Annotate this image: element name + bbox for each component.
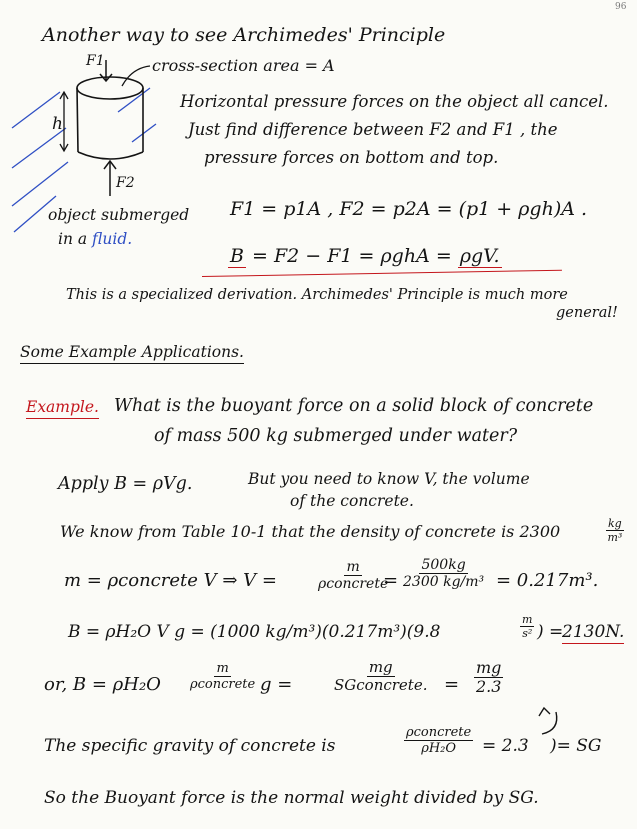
alt-frac-2-den: SGconcrete. xyxy=(334,676,428,694)
alt-eq-equals: = xyxy=(444,674,460,695)
gravity-unit-den: s² xyxy=(522,627,533,640)
buoyant-result: 2130N. xyxy=(562,622,625,642)
density-unit-num: kg xyxy=(608,517,622,530)
conclusion: So the Buoyant force is the normal weight divided by SG. xyxy=(44,788,539,808)
buoyant-middle: = F2 − F1 = ρghA = xyxy=(245,245,458,267)
volume-eq-mid: = xyxy=(383,570,399,591)
alt-frac-3 xyxy=(474,660,503,695)
volume-frac-1 xyxy=(318,560,388,591)
gravity-unit xyxy=(520,614,534,639)
section-title: Some Example Applications. xyxy=(20,345,244,364)
sg-curved-arrow xyxy=(530,700,570,740)
f1-label: F1 xyxy=(86,53,105,69)
buoyant-rhs: ρgV. xyxy=(459,245,500,267)
question-line-2: of mass 500 kg submerged under water? xyxy=(154,426,518,446)
note-line-1: Horizontal pressure forces on the object all cancel. xyxy=(180,92,609,111)
note-line-2: Just find difference between F2 and F1 , the xyxy=(188,120,558,139)
apply-note-2: of the concrete. xyxy=(290,492,414,510)
cross-section-label: cross-section area = A xyxy=(152,56,335,75)
fluid-word: fluid. xyxy=(92,230,133,248)
cross-section-pointer xyxy=(122,66,150,86)
buoyant-calc: B = ρH₂O V g = (1000 kg/m³)(0.217m³)(9.8 xyxy=(68,622,441,642)
volume-eq-result: = 0.217m³. xyxy=(496,570,599,591)
density-unit-den: m³ xyxy=(607,531,623,544)
alt-eq-g: g = xyxy=(260,674,293,695)
alt-frac-1-den: ρconcrete xyxy=(190,677,256,692)
derivation-note-end: general! xyxy=(556,305,618,321)
alt-frac-2-num: mg xyxy=(368,658,393,676)
apply-note-1: But you need to know V, the volume xyxy=(248,470,530,488)
table-note: We know from Table 10-1 that the density of concrete is 2300 xyxy=(60,522,561,541)
derivation-note: This is a specialized derivation. Archimedes' Principle is much more xyxy=(66,287,568,303)
object-label-2-text: in a xyxy=(58,230,93,248)
object-label-2 xyxy=(58,232,132,248)
question-line-1: What is the buoyant force on a solid block of concrete xyxy=(114,396,594,416)
sg-frac-den: ρH₂O xyxy=(421,741,457,756)
volume-frac-1-den: ρconcrete xyxy=(318,576,389,592)
f2-label: F2 xyxy=(116,175,135,191)
sg-label: )= SG xyxy=(550,736,602,756)
alt-frac-3-den: 2.3 xyxy=(475,677,502,696)
volume-frac-1-num: m xyxy=(346,559,360,575)
volume-frac-2 xyxy=(403,558,484,589)
example-label: Example. xyxy=(26,400,99,419)
buoyant-equation xyxy=(228,247,502,266)
force-equations: F1 = p1A , F2 = p2A = (p1 + ρgh)A . xyxy=(230,198,588,220)
alt-frac-1 xyxy=(190,662,255,691)
alt-frac-3-num: mg xyxy=(476,658,502,677)
sg-frac-num: ρconcrete xyxy=(406,725,472,740)
force-f2-arrow xyxy=(104,161,116,196)
alt-frac-1-num: m xyxy=(216,661,229,676)
page-number: 96 xyxy=(615,2,627,12)
volume-eq-left: m = ρconcrete V ⇒ V = xyxy=(64,570,277,591)
volume-frac-2-num: 500kg xyxy=(421,557,466,573)
alt-eq-left: or, B = ρH₂O xyxy=(44,674,161,695)
sg-result: = 2.3 xyxy=(482,736,529,756)
density-unit xyxy=(606,518,624,543)
sg-text: The specific gravity of concrete is xyxy=(44,736,336,756)
apply-formula: Apply B = ρVg. xyxy=(58,474,193,494)
sg-frac xyxy=(404,726,473,755)
page-heading: Another way to see Archimedes' Principle xyxy=(42,24,446,46)
volume-frac-2-den: 2300 kg/m³ xyxy=(403,574,485,590)
buoyant-calc-close: ) = xyxy=(537,622,564,642)
object-label-1: object submerged xyxy=(48,206,190,224)
buoyant-lhs: B xyxy=(230,245,244,267)
gravity-unit-num: m xyxy=(522,613,533,626)
h-label: h xyxy=(52,114,63,134)
alt-frac-2 xyxy=(334,660,427,693)
cylinder-object xyxy=(77,77,143,159)
note-line-3: pressure forces on bottom and top. xyxy=(204,148,499,167)
